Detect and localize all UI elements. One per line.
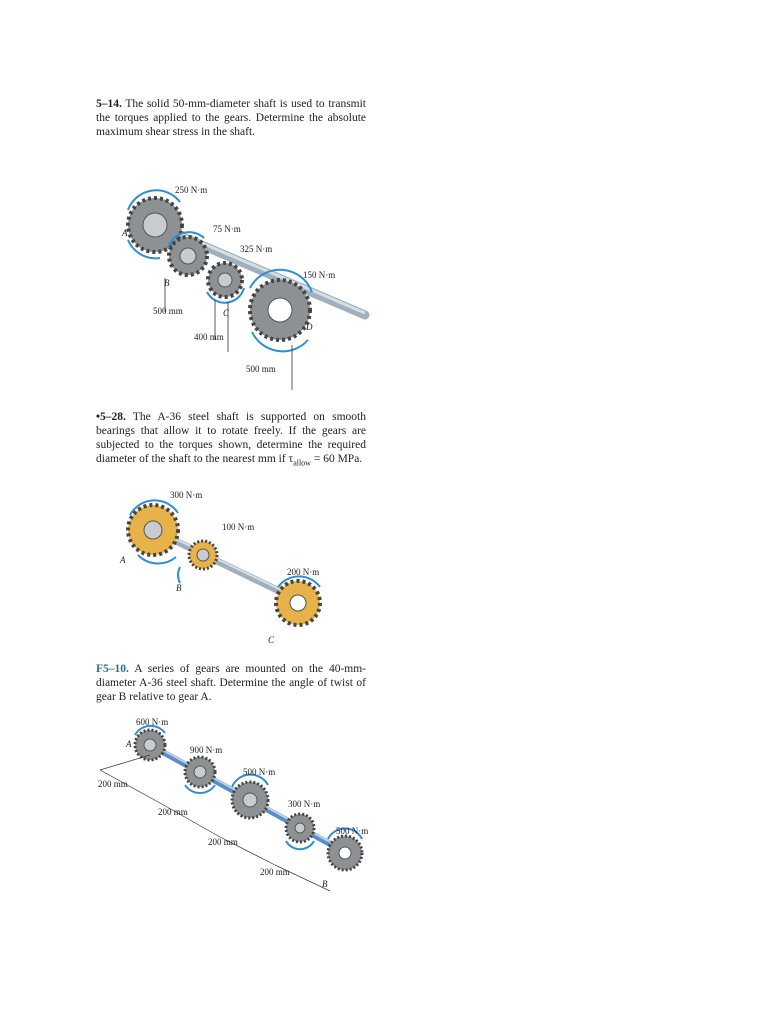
gear-C [208, 263, 242, 297]
figure-5-28 [80, 485, 380, 655]
torque-arrow-A-lower [138, 555, 176, 563]
torque-label: 900 N·m [190, 745, 223, 755]
problem-number: •5–28. [96, 411, 126, 423]
torque-label: 500 N·m [243, 767, 276, 777]
torque-label: 300 N·m [170, 490, 203, 500]
point-label: C [223, 308, 230, 318]
torque-label: 300 N·m [288, 799, 321, 809]
problem-text: The A-36 steel shaft is supported on smooth bearings that allow it to rotate freely. If the gears are subjected to the torques shown, determine the required diameter of the shaft to the nearest mm if τ [96, 411, 366, 465]
figure-f5-10 [80, 715, 380, 895]
point-label: B [176, 583, 182, 593]
dimension-label: 400 mm [194, 332, 224, 342]
torque-label: 75 N·m [213, 224, 241, 234]
gear-B [189, 541, 217, 569]
point-label: A [122, 228, 128, 238]
problem-number: F5–10. [96, 663, 129, 675]
gear-C [276, 581, 320, 625]
point-label: D [306, 322, 313, 332]
dimension-label: 200 mm [208, 837, 238, 847]
problem-text: A series of gears are mounted on the 40-mm-diameter A-36 steel shaft. Determine the angle of twist of gear B relative to gear A. [96, 663, 366, 703]
torque-label: 100 N·m [222, 522, 255, 532]
problem-number: 5–14. [96, 98, 122, 110]
gear-2 [185, 757, 215, 787]
dimension-label: 500 mm [153, 306, 183, 316]
dimension-label: 200 mm [158, 807, 188, 817]
problem-text-end: = 60 MPa. [310, 453, 363, 465]
problem-text: The solid 50-mm-diameter shaft is used to transmit the torques applied to the gears. Determine the absolute maximum shear stress in the shaft. [96, 98, 367, 138]
dimension-label: 200 mm [98, 779, 128, 789]
dim-line [100, 755, 150, 770]
problem-f5-10 [96, 662, 366, 704]
point-label: B [164, 278, 170, 288]
tau-subscript: allow [293, 458, 311, 468]
point-label: A [120, 555, 126, 565]
point-label: C [268, 635, 275, 645]
gear-4 [286, 814, 314, 842]
figure-5-14 [80, 180, 380, 400]
gear-A [128, 505, 178, 555]
gear-B [328, 836, 362, 870]
point-label: B [322, 879, 328, 889]
problem-5-14 [96, 97, 366, 139]
gear-3 [232, 782, 268, 818]
torque-label: 600 N·m [136, 717, 169, 727]
torque-label: 325 N·m [240, 244, 273, 254]
dimension-label: 500 mm [246, 364, 276, 374]
problem-5-28 [96, 410, 366, 470]
torque-label: 200 N·m [287, 567, 320, 577]
point-label: A [126, 739, 132, 749]
torque-label: 250 N·m [175, 185, 208, 195]
gear-D [250, 280, 310, 340]
torque-label: 150 N·m [303, 270, 336, 280]
gear-A [135, 730, 165, 760]
gear-B [169, 237, 207, 275]
dimension-label: 200 mm [260, 867, 290, 877]
torque-label: 500 N·m [336, 826, 369, 836]
torque-arrow-B [178, 567, 180, 583]
